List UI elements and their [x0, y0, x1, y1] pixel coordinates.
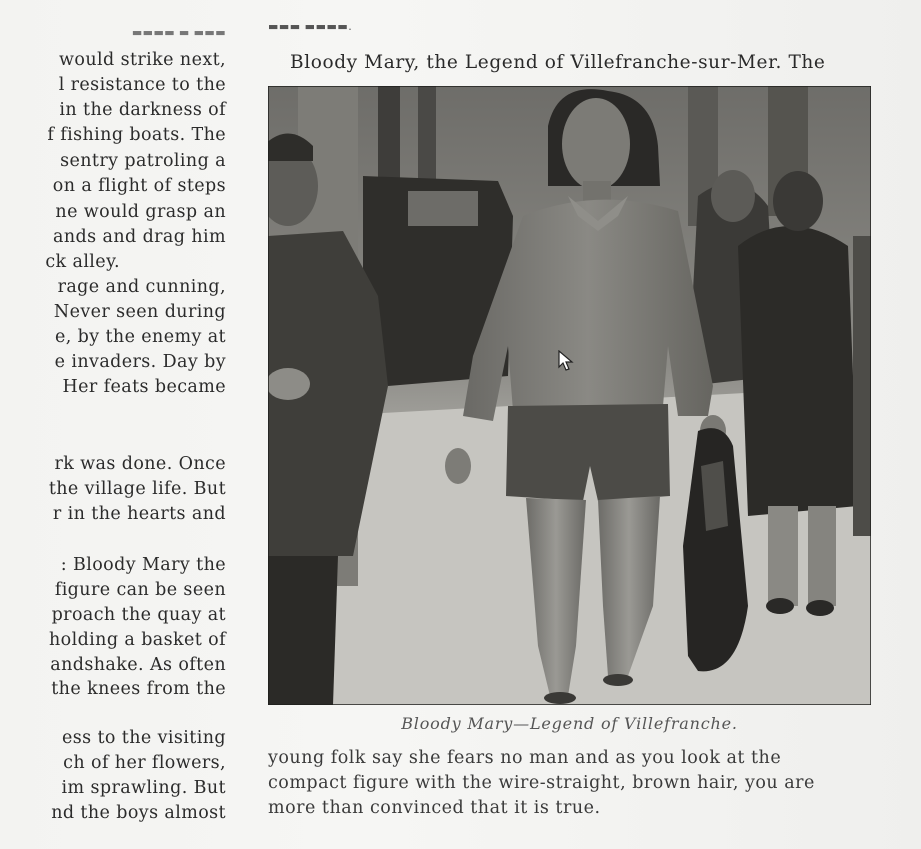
body-line: young folk say she fears no man and as you look at the: [268, 748, 782, 768]
left-line: would strike next,: [59, 50, 226, 70]
photo-caption: Bloody Mary—Legend of Villefranche.: [401, 714, 738, 733]
left-line: ess to the visiting: [62, 728, 226, 748]
left-line: sentry patroling a: [60, 151, 226, 171]
left-line: on a flight of steps: [52, 176, 226, 196]
left-line: r in the hearts and: [52, 504, 226, 524]
left-line: l resistance to the: [58, 75, 226, 95]
left-line: rk was done. Once: [54, 454, 226, 474]
left-line: ch of her flowers,: [63, 753, 226, 773]
left-text-column: [0, 22, 232, 849]
left-line: nd the boys almost: [51, 803, 226, 823]
mouse-cursor-icon: [558, 350, 574, 372]
left-line: in the darkness of: [59, 100, 226, 120]
body-line: more than convinced that it is true.: [268, 798, 601, 818]
left-line: figure can be seen: [54, 580, 226, 600]
left-line: e, by the enemy at: [54, 327, 226, 347]
left-line: holding a basket of: [48, 630, 226, 650]
left-line: the village life. But: [48, 479, 226, 499]
left-line: proach the quay at: [51, 605, 226, 625]
left-line: ands and drag him: [53, 227, 226, 247]
left-line: Never seen during: [53, 302, 226, 322]
cut-off-top-line: ▬▬▬▬ ▬ ▬▬▬: [131, 26, 226, 39]
body-line: compact figure with the wire-straight, brown hair, you are: [268, 773, 815, 793]
left-line: the knees from the: [51, 679, 226, 699]
left-line: andshake. As often: [50, 655, 226, 675]
article-heading: Bloody Mary, the Legend of Villefranche-sur-Mer. The: [290, 52, 826, 73]
cut-off-top-line: ▬▬▬ ▬▬▬▬.: [268, 20, 353, 33]
left-line: : Bloody Mary the: [60, 555, 226, 575]
left-line: ne would grasp an: [55, 202, 226, 222]
left-line: f fishing boats. The: [47, 125, 226, 145]
left-line: e invaders. Day by: [54, 352, 226, 372]
woman-walking-photograph: [268, 86, 871, 705]
left-line: rage and cunning,: [57, 277, 226, 297]
left-line: ck alley.: [45, 252, 120, 272]
left-line: im sprawling. But: [61, 778, 226, 798]
left-line: Her feats became: [62, 377, 226, 397]
